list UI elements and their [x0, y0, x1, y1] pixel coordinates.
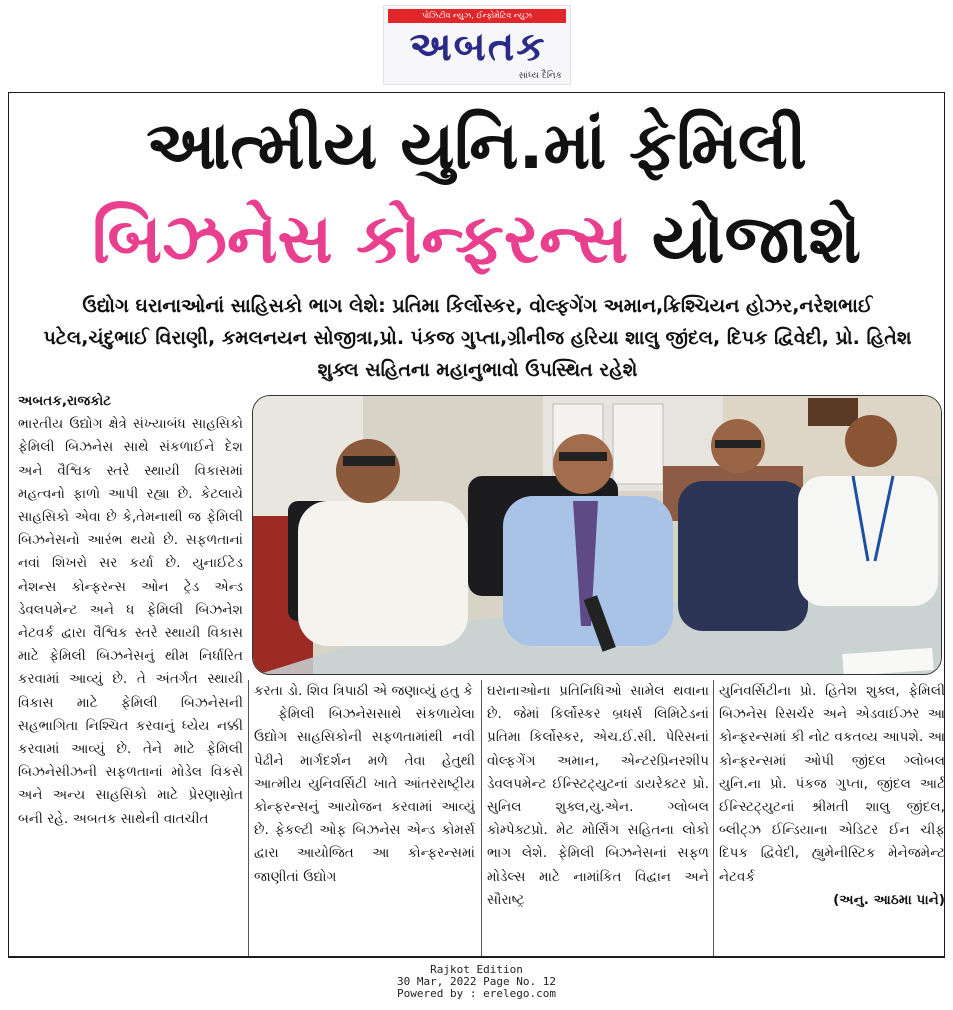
continued-notice: (અનુ. આઠમા પાને)	[833, 891, 945, 908]
headline-tail: યોજાશે	[651, 200, 862, 279]
column-3-text: ઘરાનાઓના પ્રતિનિધિઓ સામેલ થવાના છે. જેમાં કિર્લોસ્કર બ્રધર્સ લિમિટેડનાં પ્રતિમા કિર્લોસ્કર, એચ.ઈ.સી. પેરિસનાં વોલ્ફગેંગ અમાન, એન્ટરપ્રિનરશીપ ડેવલપમેન્ટ ઈન્સ્ટિટ્યુટનાં ડાયરેક્ટર પ્રો. સુનિલ શુક્લ,યુ.એન. ગ્લોબલ કોમ્પેક્ટપ્રો. મેટ મોર્સિંગ સહિતના લોકો ભાગ લેશે. ફેમિલી બિઝનેસનાં સફળ મોડેલ્સ માટે નામાંકિત વિદ્વાન અને સૌરાષ્ટ્ર	[487, 683, 709, 908]
article-column-2	[254, 680, 475, 958]
page-footer	[0, 964, 953, 1000]
masthead-logo	[383, 5, 571, 85]
headline-highlight: બિઝનેસ કોન્ફરન્સ	[91, 200, 629, 279]
masthead-subtitle: સાંધ્ય દૈનિક	[518, 71, 562, 81]
column-2-text: ફેમિલી બિઝનેસસાથે સંકળાયેલા ઉદ્યોગ સાહસિકોની સફળતામાંથી નવી પેઢીને માર્ગદર્શન મળે તેવા હેતુથી આત્મીય યુનિવર્સિટી ખાતે આંતરરાષ્ટ્રીય કોન્ફરન્સનું આયોજન કરવામાં આવ્યું છે. ફેકલ્ટી ઓફ બિઝનેસ એન્ડ કોમર્સ દ્વારા આયોજિત આ કોન્ફરન્સમાં જાણીતાં ઉદ્યોગ	[254, 706, 475, 885]
column-divider	[248, 680, 249, 956]
date-page-label: 30 Mar, 2022 Page No. 12	[397, 975, 556, 988]
column-divider	[481, 680, 482, 956]
article-photo	[252, 395, 942, 675]
column-4-text: યુનિવર્સિટીના પ્રો. હિતેશ શુક્લ, ફેમિલી બિઝનેસ રિસર્ચર અને એડવાઈઝર આ કોન્ફરન્સમાં કી નોટ વકતવ્ય આપશે. આ કોન્ફરન્સમાં ઓપી જીંદલ ગ્લોબલ યુનિ.ના પ્રો. પંકજ ગુપ્તા, જીંદલ આર્ટ ઈન્સ્ટિટ્યુટનાં શ્રીમતી શાલુ જીંદલ, બ્લીટ્ઝ ઈન્ડિયાના એડિટર ઈન ચીફ દિપક દ્વિવેદી, હ્યુમેનીસ્ટિક મેનેજમેન્ટ નેટવર્ક	[719, 683, 945, 885]
photo-illustration	[253, 396, 942, 675]
masthead-tagline: પોઝિટીવ ન્યુઝ, ઈન્ફોમેટિવ ન્યુઝ	[388, 9, 566, 23]
powered-by-label: Powered by : erelego.com	[397, 987, 556, 1000]
headline-line-2	[10, 192, 943, 287]
column-1-text: ભારતીય ઉદ્યોગ ક્ષેત્રે સંખ્યાબંધ સાહસિકો ફેમિલી બિઝનેસ સાથે સંકળાઈને દેશ અને વૈશ્વિક સ્તરે સ્થાયી વિકાસમાં મહત્વનો ફાળો આપી રહ્યા છે. કેટલાયે સાહસિકો એવા છે કે,તેમનાથી જ ફેમિલી બિઝનેસનો આરંભ થયો છે. સફળતાનાં નવાં શિખરો સર કર્યા છે. યુનાઈટેડ નેશન્સ કોન્ફરન્સ ઓન ટ્રેડ એન્ડ ડેવલપમેન્ટ અને ધ ફેમિલી બિઝનેશ નેટવર્ક દ્વારા વૈશ્વિક સ્તરે સ્થાયી વિકાસ માટે ફેમિલી બિઝનેસનું થીમ નિર્ધારિત કરવામાં આવ્યું છે. તે અંતર્ગત સ્થાયી વિકાસ માટે ફેમિલી બિઝનેસની સહભાગિતા નિશ્ચિત કરવાનું ધ્યેય નક્કી કરવામાં આવ્યું છે. તેને માટે ફેમિલી બિઝનેસીઝની સફળતાનાં મોડેલ વિકસે અને અન્ય સાહસિકો માટે પ્રેરણાસ્રોત બની રહે. અબતક સાથેની વાતચીત	[18, 416, 243, 827]
article-column-1	[18, 390, 243, 958]
column-2-lead: કરતા ડો. શિવ ત્રિપાઠી એ જણાવ્યું હતુ કે	[254, 683, 473, 699]
newspaper-logo: અબતક	[409, 24, 547, 70]
article-column-3	[487, 680, 709, 958]
dateline: અબતક,રાજકોટ	[18, 393, 112, 409]
headline-line-1: આત્મીય યુનિ.માં ફેમિલી	[146, 107, 807, 184]
edition-label: Rajkot Edition	[430, 963, 523, 976]
subheadline: ઉદ્યોગ ઘરાનાઓનાં સાહિસકો ભાગ લેશે: પ્રતિમા કિર્લોસ્કર, વોલ્ફગેંગ અમાન,ક્રિશ્ચિયન હોઝર,નરેશભાઈ પટેલ,ચંદુભાઈ વિરાણી, કમલનયન સોજીત્રા,પ્રો. પંકજ ગુપ્તા,ગ્રીનીજ હરિયા શાલુ જીંદલ, દિપક દ્વિવેદી, પ્રો. હિતેશ શુક્લ સહિતના મહાનુભાવો ઉપસ્થિત રહેશે	[43, 295, 912, 381]
article-column-4	[719, 680, 945, 958]
column-divider	[713, 680, 714, 956]
